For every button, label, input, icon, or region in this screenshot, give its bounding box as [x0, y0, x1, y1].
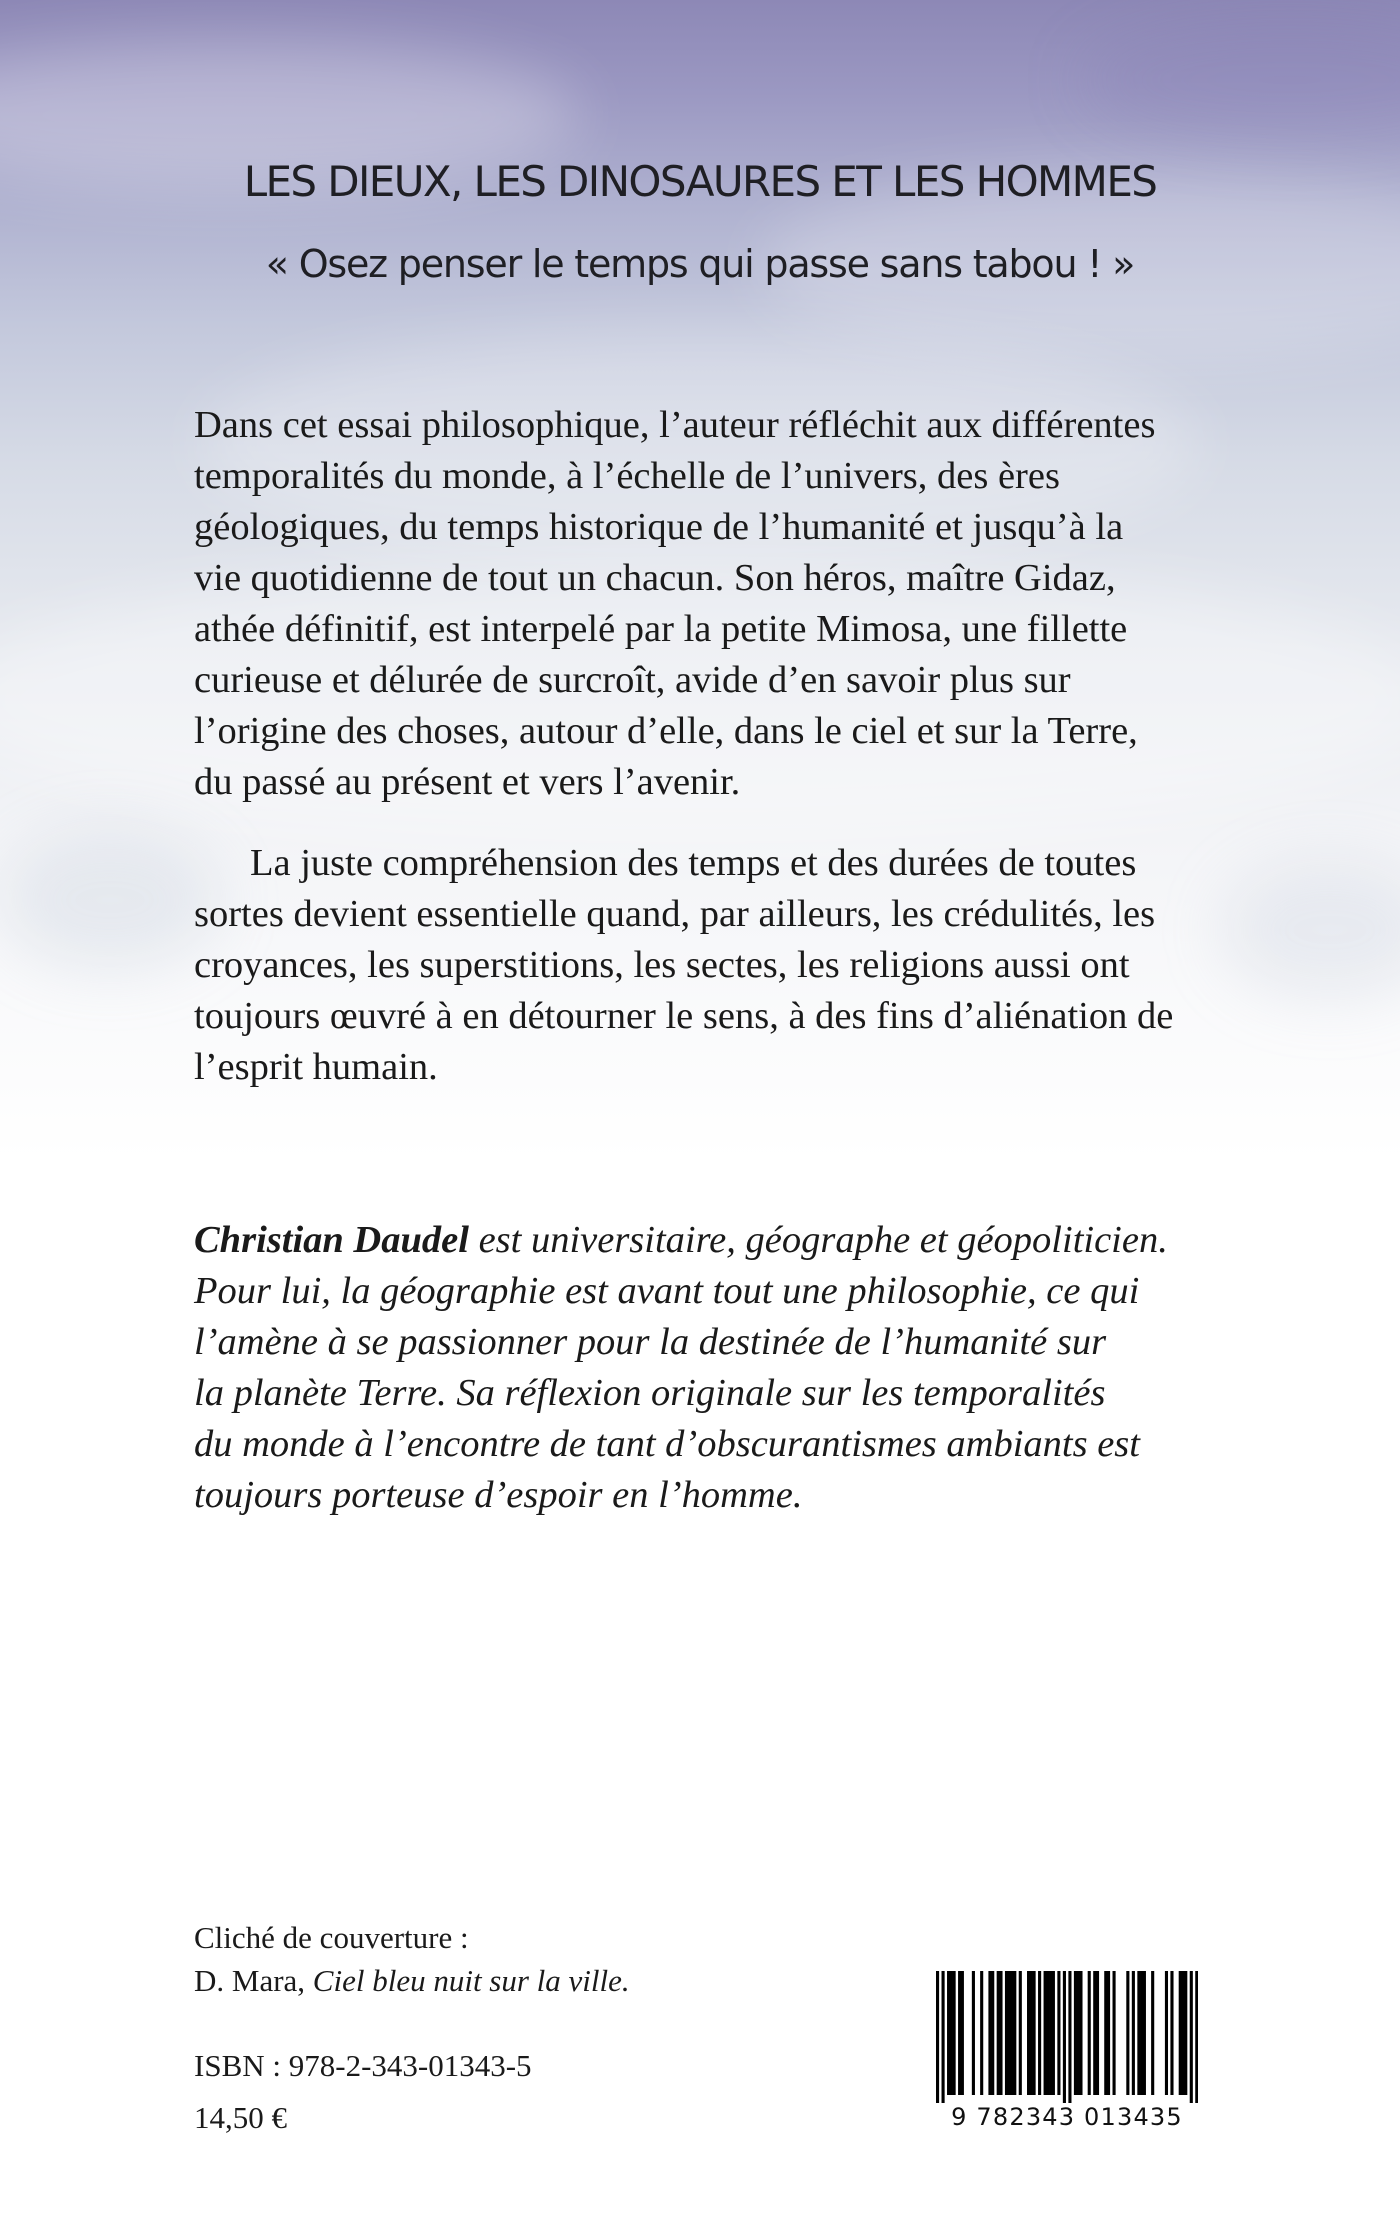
barcode-bar: [1195, 1971, 1198, 2103]
cover-credit-label: Cliché de couverture :: [194, 1920, 469, 1955]
barcode-digits: 9 782343 013435: [951, 2103, 1183, 2131]
barcode-bar: [1104, 1971, 1107, 2095]
text-line: toujours œuvré à en détourner le sens, à des fins d’aliénation de: [194, 995, 1174, 1037]
barcode-bars: [936, 1971, 1198, 2103]
barcode-bar: [958, 1971, 961, 2095]
book-title: LES DIEUX, LES DINOSAURES ET LES HOMMES: [243, 157, 1157, 206]
barcode-bar: [1044, 1971, 1047, 2095]
barcode-bar: [1107, 1971, 1110, 2095]
barcode-bar: [997, 1971, 1000, 2095]
text-line: la planète Terre. Sa réflexion originale sur les temporalités: [194, 1372, 1106, 1414]
barcode-bar: [1179, 1971, 1182, 2095]
photo-title: Ciel bleu nuit sur la ville.: [312, 1963, 630, 1998]
text-line: curieuse et délurée de surcroît, avide d’en savoir plus sur: [194, 659, 1071, 701]
barcode-bar: [1096, 1971, 1099, 2095]
isbn-number: ISBN : 978-2-343-01343-5: [194, 2048, 532, 2083]
barcode-bar: [1137, 1971, 1140, 2095]
barcode-bar: [1077, 1971, 1080, 2095]
text-line: La juste compréhension des temps et des durées de toutes: [250, 842, 1137, 884]
barcode-bar: [1093, 1971, 1096, 2095]
barcode-bar: [1151, 1971, 1154, 2095]
barcode-bar: [1140, 1971, 1143, 2095]
barcode-bar: [947, 1971, 950, 2095]
barcode-bar: [988, 1971, 991, 2095]
barcode-bar: [1005, 1971, 1008, 2095]
barcode-bar: [1063, 1971, 1066, 2103]
text-line: géologiques, du temps historique de l’humanité et jusqu’à la: [194, 506, 1124, 548]
barcode-bar: [1068, 1971, 1071, 2103]
barcode-bar: [1165, 1971, 1168, 2095]
barcode: [930, 1965, 1200, 2140]
barcode-bar: [1049, 1971, 1052, 2095]
barcode-bar: [936, 1971, 939, 2103]
barcode-bar: [1057, 1971, 1060, 2095]
text-line: [194, 1215, 1204, 1266]
barcode-bar: [1074, 1971, 1077, 2095]
barcode-bar: [999, 1971, 1002, 2095]
barcode-bar: [1079, 1971, 1082, 2095]
text-line: du monde à l’encontre de tant d’obscurantismes ambiants est: [194, 1423, 1140, 1465]
text-line: croyances, les superstitions, les sectes, les religions aussi ont: [194, 944, 1130, 986]
text-line: vie quotidienne de tout un chacun. Son héros, maître Gidaz,: [194, 557, 1116, 599]
barcode-bar: [1010, 1971, 1013, 2095]
barcode-bar: [1181, 1971, 1184, 2095]
text-line: du passé au présent et vers l’avenir.: [194, 761, 741, 803]
cover-credit: [194, 1960, 630, 2002]
barcode-bar: [1013, 1971, 1016, 2095]
barcode-bar: [1113, 1971, 1116, 2095]
author-bio: [194, 1215, 1204, 1521]
barcode-bar: [1027, 1971, 1030, 2095]
text-line: Dans cet essai philosophique, l’auteur réfléchit aux différentes: [194, 404, 1156, 446]
barcode-bar: [1143, 1971, 1146, 2095]
barcode-bar: [950, 1971, 953, 2095]
text-line: Pour lui, la géographie est avant tout une philosophie, ce qui: [194, 1270, 1140, 1312]
cloud-shape: [0, 830, 220, 970]
barcode-bar: [1126, 1971, 1129, 2095]
text-line: l’origine des choses, autour d’elle, dans le ciel et sur la Terre,: [194, 710, 1138, 752]
summary-paragraph-2: [194, 838, 1204, 1093]
photographer-name: D. Mara,: [194, 1963, 313, 1998]
barcode-bar: [1046, 1971, 1049, 2095]
summary-paragraph-1: [194, 400, 1204, 808]
barcode-bar: [1132, 1971, 1135, 2095]
bio-first-line: est universitaire, géographe et géopoliticien.: [468, 1219, 1168, 1261]
barcode-bar: [1033, 1971, 1036, 2095]
barcode-bar: [1008, 1971, 1011, 2095]
text-line: sortes devient essentielle quand, par ailleurs, les crédulités, les: [194, 893, 1156, 935]
barcode-bar: [961, 1971, 964, 2095]
text-line: athée définitif, est interpelé par la petite Mimosa, une fillette: [194, 608, 1128, 650]
barcode-bar: [1052, 1971, 1055, 2095]
barcode-bar: [1184, 1971, 1187, 2095]
book-subtitle: « Osez penser le temps qui passe sans tabou ! »: [265, 242, 1135, 286]
cloud-shape: [1220, 860, 1400, 1000]
barcode-bar: [1030, 1971, 1033, 2095]
barcode-bar: [953, 1971, 956, 2095]
barcode-bar: [1088, 1971, 1091, 2095]
barcode-bar: [972, 1971, 975, 2095]
text-line: toujours porteuse d’espoir en l’homme.: [194, 1474, 803, 1516]
barcode-bar: [942, 1971, 945, 2103]
barcode-bar: [1038, 1971, 1041, 2095]
price: 14,50 €: [194, 2100, 287, 2135]
text-line: temporalités du monde, à l’échelle de l’univers, des ères: [194, 455, 1060, 497]
author-name: Christian Daudel: [194, 1219, 469, 1261]
barcode-bar: [1170, 1971, 1173, 2095]
barcode-bar: [1190, 1971, 1193, 2103]
barcode-bar: [1019, 1971, 1022, 2095]
cloud-shape: [1080, 20, 1400, 140]
text-line: l’amène à se passionner pour la destinée de l’humanité sur: [194, 1321, 1107, 1363]
barcode-bar: [991, 1971, 994, 2095]
text-line: l’esprit humain.: [194, 1046, 438, 1088]
barcode-bar: [980, 1971, 983, 2095]
